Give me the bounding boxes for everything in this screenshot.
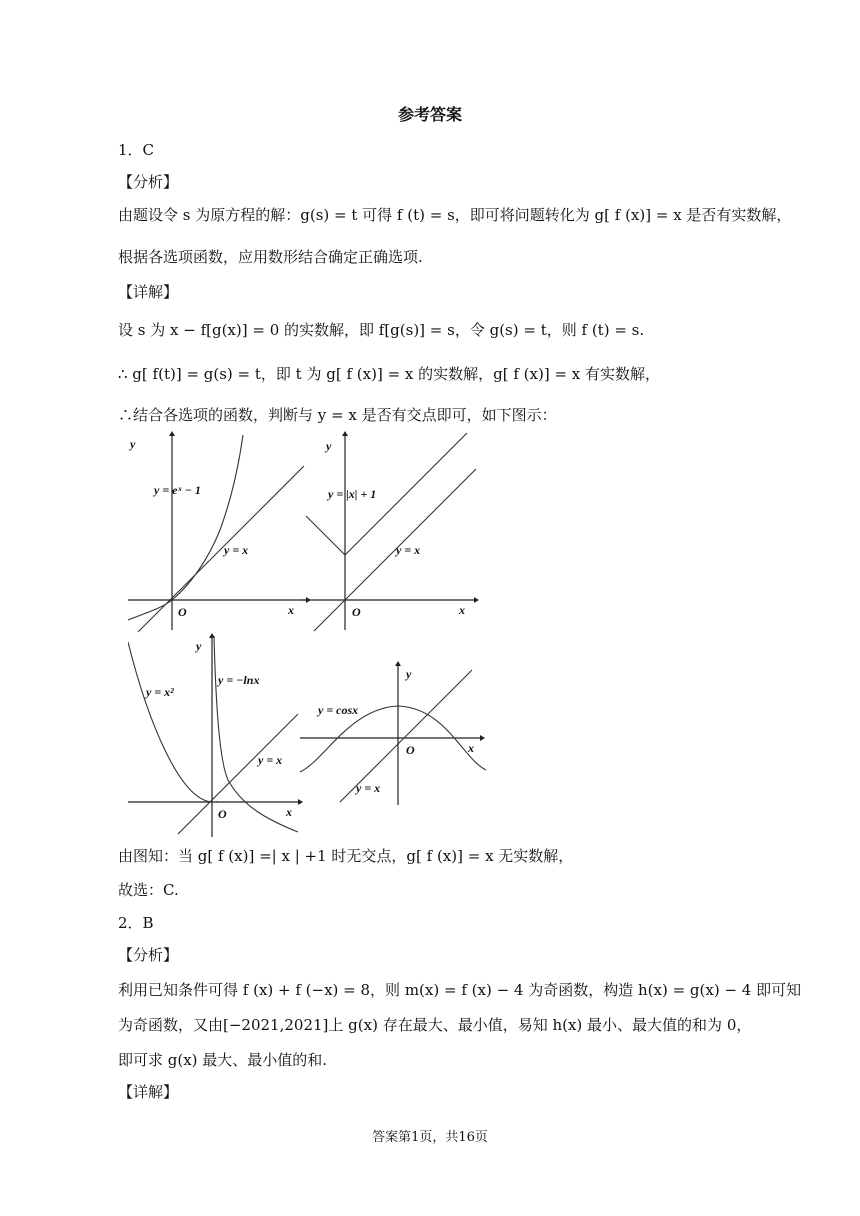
- origin-label: O: [352, 605, 361, 619]
- q2-number: 2．B: [118, 914, 154, 932]
- q1-answer: 故选：C.: [118, 881, 179, 899]
- y-axis-label: y: [326, 439, 332, 453]
- q2-detail-header: 【详解】: [118, 1083, 179, 1101]
- q1-detail-line3: ∴结合各选项的函数，判断与 y = x 是否有交点即可，如下图示：: [118, 406, 557, 424]
- curve-label: y = |x| + 1: [328, 487, 377, 501]
- q1-detail-line1: 设 s 为 x − f[g(x)] = 0 的实数解，即 f[g(s)] = s，令 g(s) = t，则 f (t) = s.: [118, 321, 645, 339]
- x-axis-label: x: [286, 805, 292, 819]
- line-label: y = x: [224, 543, 249, 557]
- origin-label: O: [178, 605, 187, 619]
- q1-detail-header: 【详解】: [118, 283, 179, 301]
- y-axis-label: y: [130, 437, 136, 451]
- x-axis-label: x: [459, 603, 465, 617]
- curve2-label: y = −lnx: [218, 673, 260, 687]
- q2-analysis-header: 【分析】: [118, 946, 179, 964]
- page-footer: 答案第1页，共16页: [372, 1130, 488, 1145]
- line-label: y = x: [356, 781, 381, 795]
- q1-analysis-line1: 由题设令 s 为原方程的解：g(s) = t 可得 f (t) = s，即可将问题转化为 g[ f (x)] = x 是否有实数解，: [118, 206, 792, 224]
- graph-cos: [300, 660, 490, 806]
- q2-analysis-line2: 为奇函数，又由[−2021,2021]上 g(x) 存在最大、最小值，易知 h(x) 最小、最大值的和为 0，: [118, 1016, 752, 1034]
- curve-quadratic: [128, 642, 293, 802]
- y-axis-label: y: [196, 639, 202, 653]
- x-axis-label: x: [468, 741, 474, 755]
- q1-conclusion: 由图知：当 g[ f (x)] =| x | +1 时无交点，g[ f (x)] = x 无实数解，: [118, 847, 574, 865]
- curve-label: y = cosx: [318, 703, 359, 717]
- curve-label: y = eˣ − 1: [154, 483, 201, 497]
- line-label: y = x: [258, 753, 283, 767]
- q1-analysis-line2: 根据各选项函数，应用数形结合确定正确选项.: [118, 248, 423, 266]
- q1-detail-line2: ∴ g[ f(t)] = g(s) = t，即 t 为 g[ f (x)] = x 的实数解，g[ f (x)] = x 有实数解，: [118, 365, 661, 383]
- q2-analysis-line3: 即可求 g(x) 最大、最小值的和.: [118, 1051, 328, 1069]
- graph-exp: [128, 430, 308, 632]
- origin-label: O: [406, 743, 415, 757]
- graph-quad-log: [128, 632, 303, 838]
- line-y-eq-x: [178, 714, 298, 834]
- q2-analysis-line1: 利用已知条件可得 f (x) + f (−x) = 8，则 m(x) = f (x) − 4 为奇函数，构造 h(x) = g(x) − 4 即可知: [118, 981, 802, 999]
- graph-abs: [302, 430, 482, 632]
- page-title: 参考答案: [397, 105, 462, 124]
- y-axis-label: y: [406, 667, 412, 681]
- curve-exp: [128, 435, 243, 620]
- origin-label: O: [218, 807, 227, 821]
- q1-number: 1．C: [118, 141, 155, 159]
- q1-analysis-header: 【分析】: [118, 173, 179, 191]
- x-axis-label: x: [288, 603, 294, 617]
- line-label: y = x: [396, 543, 421, 557]
- curve1-label: y = x²: [146, 685, 174, 699]
